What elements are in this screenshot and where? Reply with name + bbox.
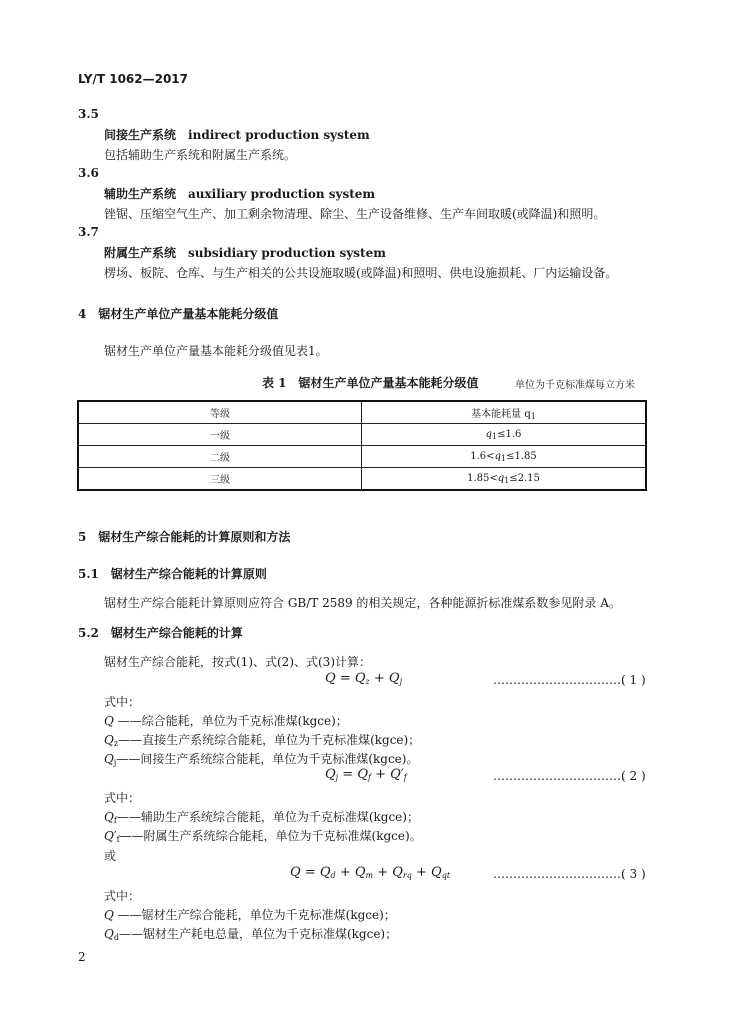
term-en: auxiliary production system [188,187,376,201]
symbol-definition: $Q_f——$辅助生产系统综合能耗，单位为千克标准煤(kgce)； [104,810,419,825]
symbol-definition: $Q_d——$锯材生产耗电总量，单位为千克标准煤(kgce)； [104,927,398,942]
paragraph: 锯材生产综合能耗，按式(1)、式(2)、式(3)计算： [104,655,371,669]
where-label: 式中： [104,695,141,709]
cell-range: $1.6<q_1\le 1.85$ [362,446,647,468]
term-zh: 间接生产系统 [104,128,177,142]
term-zh: 辅助生产系统 [104,187,177,201]
cell-grade: 二级 [78,446,362,468]
symbol-definition: $Q_j——$间接生产系统综合能耗，单位为千克标准煤(kgce)。 [104,752,419,767]
term-number: 3.7 [78,225,99,239]
term-title [104,126,370,143]
equation-number: ( 3 ) [621,867,646,881]
term-number: 3.6 [78,166,99,180]
equation-dots: …………………………… [493,769,625,783]
table-row [78,468,646,491]
term-definition: 包括辅助生产系统和附属生产系统。 [104,148,297,162]
table-unit: 单位为千克标准煤每立方米 [515,380,635,391]
equation-dots: …………………………… [493,867,625,881]
paragraph: 锯材生产单位产量基本能耗分级值见表1。 [104,344,328,358]
term-definition: 楞场、板院、仓库、与生产相关的公共设施取暖(或降温)和照明、供电设施损耗、厂内运输设备。 [104,266,618,280]
term-title [104,185,375,202]
paragraph: 锯材生产综合能耗计算原则应符合 GB/T 2589 的相关规定，各种能源折标准煤系数参见附录 A。 [104,596,621,610]
where-label: 式中： [104,791,141,805]
energy-grade-table [77,400,647,491]
subsection-heading: 5.1 锯材生产综合能耗的计算原则 [78,567,267,581]
symbol-definition: $Q_z——$直接生产系统综合能耗，单位为千克标准煤(kgce)； [104,733,421,748]
equation-dots: …………………………… [493,673,625,687]
table-header-energy: 基本能耗量 $q_1$ [362,401,647,424]
equation-1: $Q = Q_z + Q_j$ [325,671,403,686]
term-en: subsidiary production system [188,246,386,260]
document-code: LY/T 1062—2017 [78,72,189,86]
term-en: indirect production system [188,128,370,142]
table-row [78,446,646,468]
section-heading: 4 锯材生产单位产量基本能耗分级值 [78,307,279,321]
equation-2: $Q_j = Q_f + Q'_f$ [325,767,407,782]
subsection-heading: 5.2 锯材生产综合能耗的计算 [78,626,243,640]
where-label: 式中： [104,889,141,903]
cell-range: $1.85<q_1\le 2.15$ [362,468,647,491]
table-caption: 表 1 锯材生产单位产量基本能耗分级值 [262,376,479,390]
symbol-definition: $Q'_f——$附属生产系统综合能耗，单位为千克标准煤(kgce)。 [104,829,422,844]
section-heading: 5 锯材生产综合能耗的计算原则和方法 [78,530,291,544]
term-title [104,244,386,261]
term-zh: 附属生产系统 [104,246,177,260]
symbol-definition: Q ——综合能耗，单位为千克标准煤(kgce)； [104,714,348,728]
equation-number: ( 2 ) [621,769,646,783]
cell-grade: 一级 [78,424,362,446]
or-label: 或 [104,849,117,863]
symbol-definition: Q ——锯材生产综合能耗，单位为千克标准煤(kgce)； [104,908,396,922]
cell-grade: 三级 [78,468,362,491]
term-definition: 锉锯、压缩空气生产、加工剩余物清理、除尘、生产设备维修、生产车间取暖(或降温)和照明。 [104,207,606,221]
cell-range: $q_1\le 1.6$ [362,424,647,446]
table-header-grade: 等级 [78,401,362,424]
page-number: 2 [78,950,86,964]
term-number: 3.5 [78,107,99,121]
equation-3: $Q = Q_d + Q_m + Q_{rq} + Q_{qt}$ [290,865,451,880]
equation-number: ( 1 ) [621,673,646,687]
table-row [78,424,646,446]
